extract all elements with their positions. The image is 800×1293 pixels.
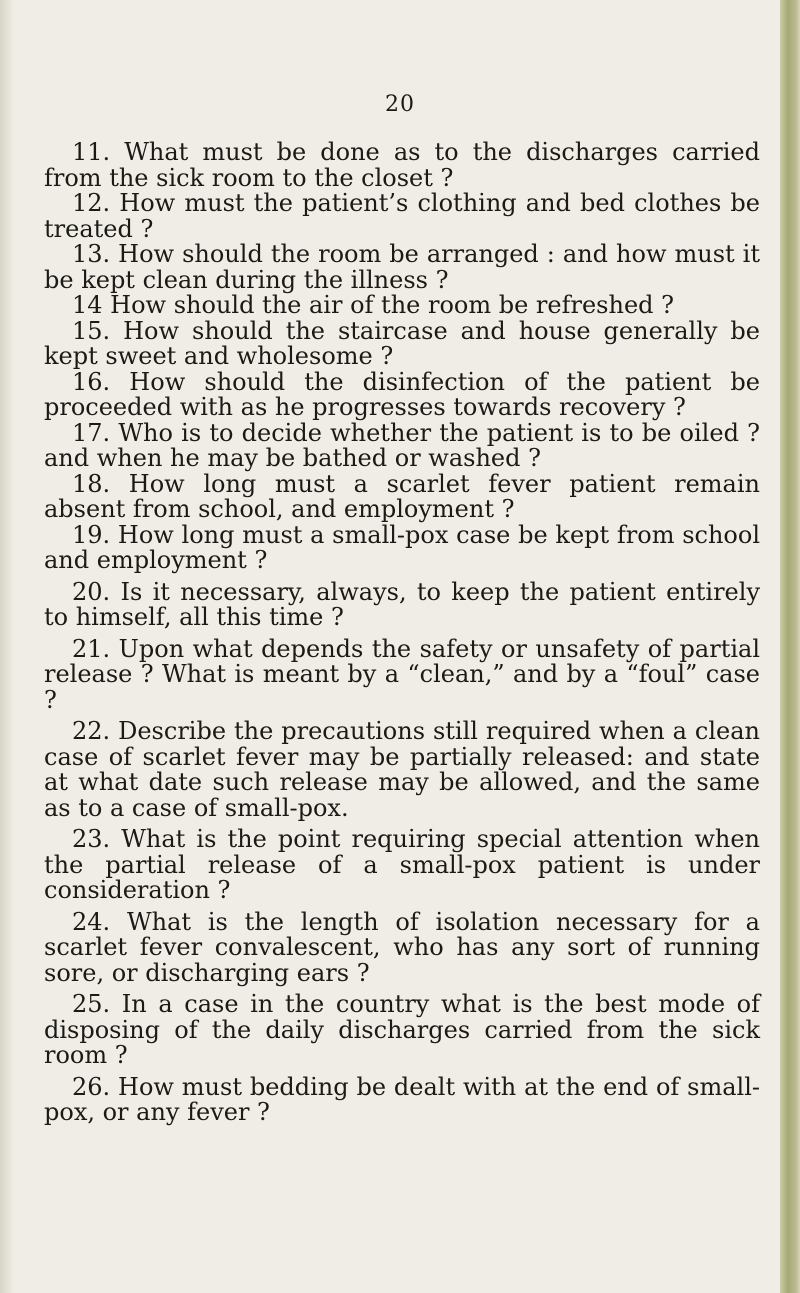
page-gutter-shadow [0, 0, 14, 1293]
question-26: 26. How must bedding be dealt with at the end of small-pox, or any fever ? [44, 1072, 760, 1126]
question-21: 21. Upon what depends the safety or unsafety of partial release ? What is meant by a “clean,” and by a “foul” case ? [44, 634, 760, 714]
question-13: 13. How should the room be arranged : and how must it be kept clean during the illness ? [44, 240, 760, 294]
question-11: 11. What must be done as to the discharges carried from the sick room to the closet ? [44, 138, 760, 192]
question-22: 22. Describe the precautions still required when a clean case of scarlet fever may be partially released: and state at what date such release may be allowed, and the same as to a case of small-pox. [44, 717, 760, 822]
question-20: 20. Is it necessary, always, to keep the patient entirely to himself, all this time ? [44, 577, 760, 631]
question-23: 23. What is the point requiring special attention when the partial release of a small-pox patient is under consideration ? [44, 825, 760, 904]
question-24: 24. What is the length of isolation necessary for a scarlet fever convalescent, who has any sort of running sore, or discharging ears ? [44, 907, 760, 987]
page-edge-stain [780, 0, 800, 1293]
question-18: 18. How long must a scarlet fever patient remain absent from school, and employment ? [44, 469, 760, 523]
question-list [44, 140, 760, 1126]
question-15: 15. How should the staircase and house generally be kept sweet and wholesome ? [44, 316, 760, 370]
question-19: 19. How long must a small-pox case be kept from school and employment ? [44, 520, 760, 574]
question-12: 12. How must the patient’s clothing and bed clothes be treated ? [44, 189, 760, 243]
question-25: 25. In a case in the country what is the best mode of disposing of the daily discharges carried from the sick room ? [44, 990, 760, 1069]
page-number: 20 [385, 92, 415, 117]
question-17: 17. Who is to decide whether the patient is to be oiled ? and when he may be bathed or washed ? [44, 418, 760, 472]
question-16: 16. How should the disinfection of the patient be proceeded with as he progresses towards recovery ? [44, 367, 760, 421]
question-14: 14 How should the air of the room be refreshed ? [72, 291, 675, 319]
